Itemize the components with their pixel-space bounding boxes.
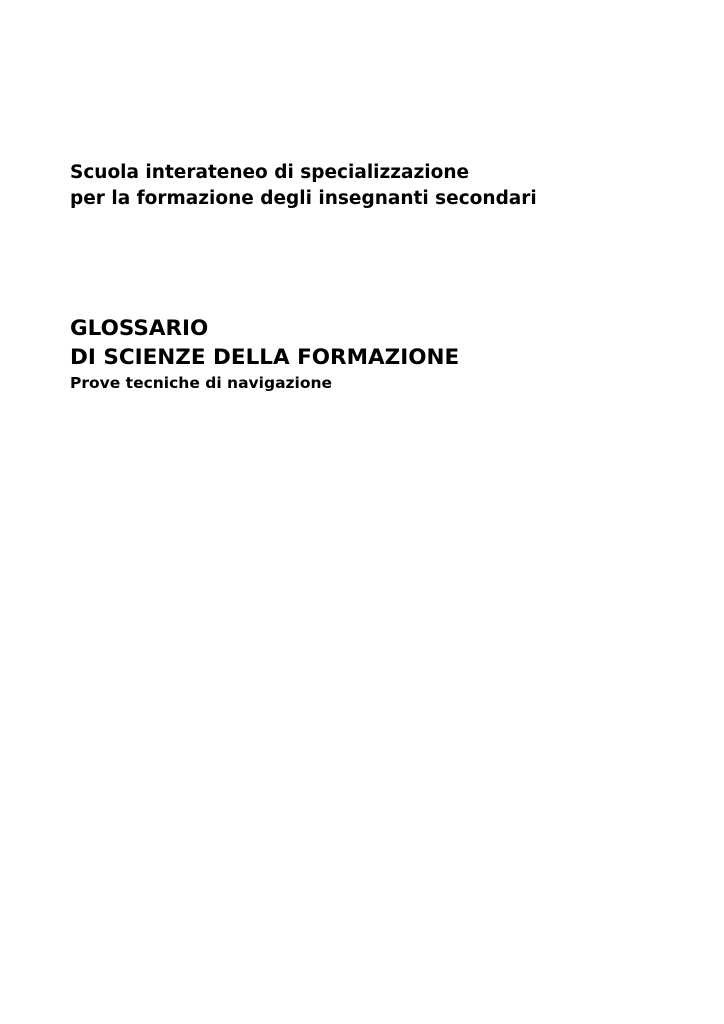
title-line-2: DI SCIENZE DELLA FORMAZIONE [70, 345, 460, 370]
institution-heading [70, 160, 537, 212]
document-subtitle: Prove tecniche di navigazione [70, 374, 333, 392]
document-title-block [70, 314, 459, 393]
title-line-1: GLOSSARIO [70, 316, 209, 341]
institution-line-1: Scuola interateneo di specializzazione [70, 162, 470, 183]
institution-line-2: per la formazione degli insegnanti secondari [70, 188, 537, 209]
